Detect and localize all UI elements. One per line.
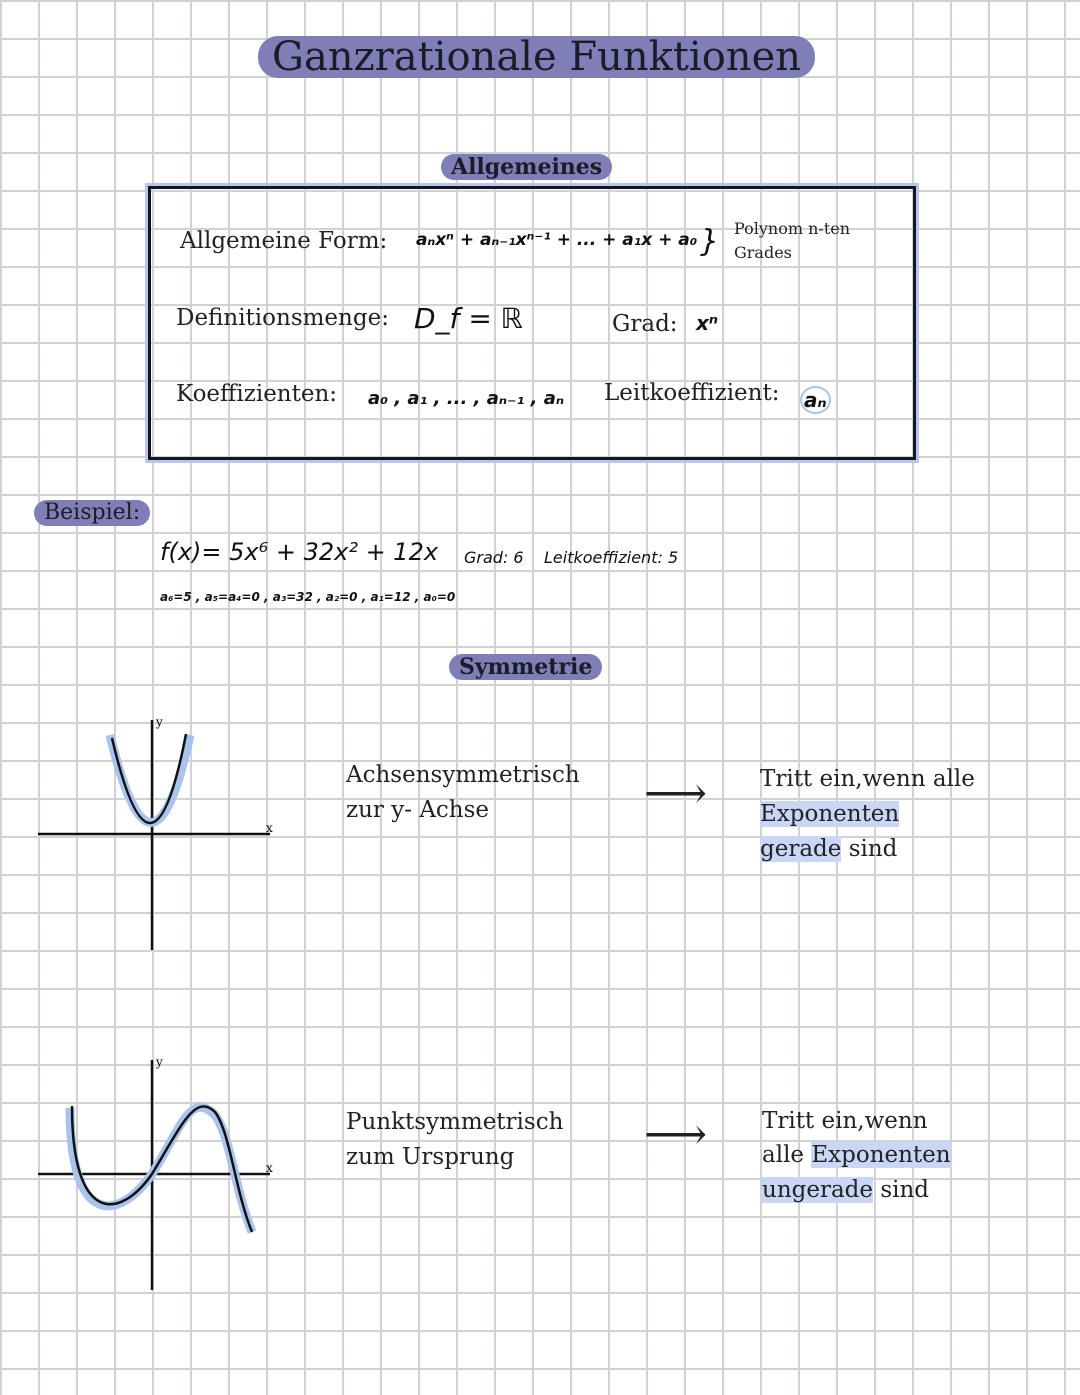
y-axis-label: y [156,715,163,729]
def-value: D_f = ℝ [414,302,523,335]
leit-label: Leitkoeffizient: [604,380,780,406]
odd-function-graph [30,1050,280,1295]
arrow-icon: ⟶ [644,1109,708,1160]
page-title: Ganzrationale Funktionen [258,36,815,78]
highlight-exponenten: Exponenten [760,801,900,827]
y-axis-label: y [156,1055,163,1069]
symmetry-2-cond-1: Tritt ein,wenn [762,1108,928,1134]
koeff-value: a₀ , a₁ , ... , aₙ₋₁ , aₙ [368,388,565,409]
highlight-exponenten: Exponenten [811,1142,951,1168]
symmetry-1-name-2: zur y- Achse [346,797,490,823]
brace: } [700,224,720,259]
form-formula: aₙxⁿ + aₙ₋₁xⁿ⁻¹ + ... + a₁x + a₀ [416,230,698,250]
example-coefficients: a₆=5 , a₅=a₄=0 , a₃=32 , a₂=0 , a₁=12 , a₀=0 [160,590,456,604]
x-axis-label: x [266,1161,273,1175]
symmetry-1-cond-3 [760,836,897,862]
form-note-2: Grades [734,243,792,262]
highlight-ungerade: ungerade [762,1177,874,1203]
arrow-icon: ⟶ [644,768,708,819]
symmetry-1-cond-2 [760,801,899,827]
cond-suffix: sind [873,1177,930,1203]
beispiel-label: Beispiel: [34,500,150,526]
x-axis-label: x [266,821,273,835]
cubic-highlight [70,1107,252,1232]
symmetry-1-name-1: Achsensymmetrisch [346,762,580,788]
leit-value: aₙ [800,386,831,414]
highlight-gerade: gerade [760,836,842,862]
example-grad: Grad: 6 [464,548,524,567]
symmetry-2-cond-3 [762,1177,929,1203]
example-leitkoeffizient: Leitkoeffizient: 5 [544,548,679,567]
example-function: f(x)= 5x⁶ + 32x² + 12x [160,538,439,566]
grad-value: xⁿ [696,311,719,335]
section-heading-allgemeines: Allgemeines [441,154,612,180]
parabola-curve [112,734,186,823]
def-label: Definitionsmenge: [176,305,389,331]
symmetry-1-cond-1: Tritt ein,wenn alle [760,766,975,792]
section-heading-symmetrie: Symmetrie [449,654,602,680]
form-note-1: Polynom n-ten [734,219,851,238]
even-function-graph [30,710,280,955]
grad-label: Grad: [612,311,678,337]
cond-suffix: sind [841,836,898,862]
symmetry-2-cond-2 [762,1142,951,1168]
koeff-label: Koeffizienten: [176,381,338,407]
symmetry-2-name-1: Punktsymmetrisch [346,1109,564,1135]
symmetry-2-name-2: zum Ursprung [346,1144,515,1170]
form-label: Allgemeine Form: [180,228,388,254]
cond-prefix: alle [762,1142,812,1168]
